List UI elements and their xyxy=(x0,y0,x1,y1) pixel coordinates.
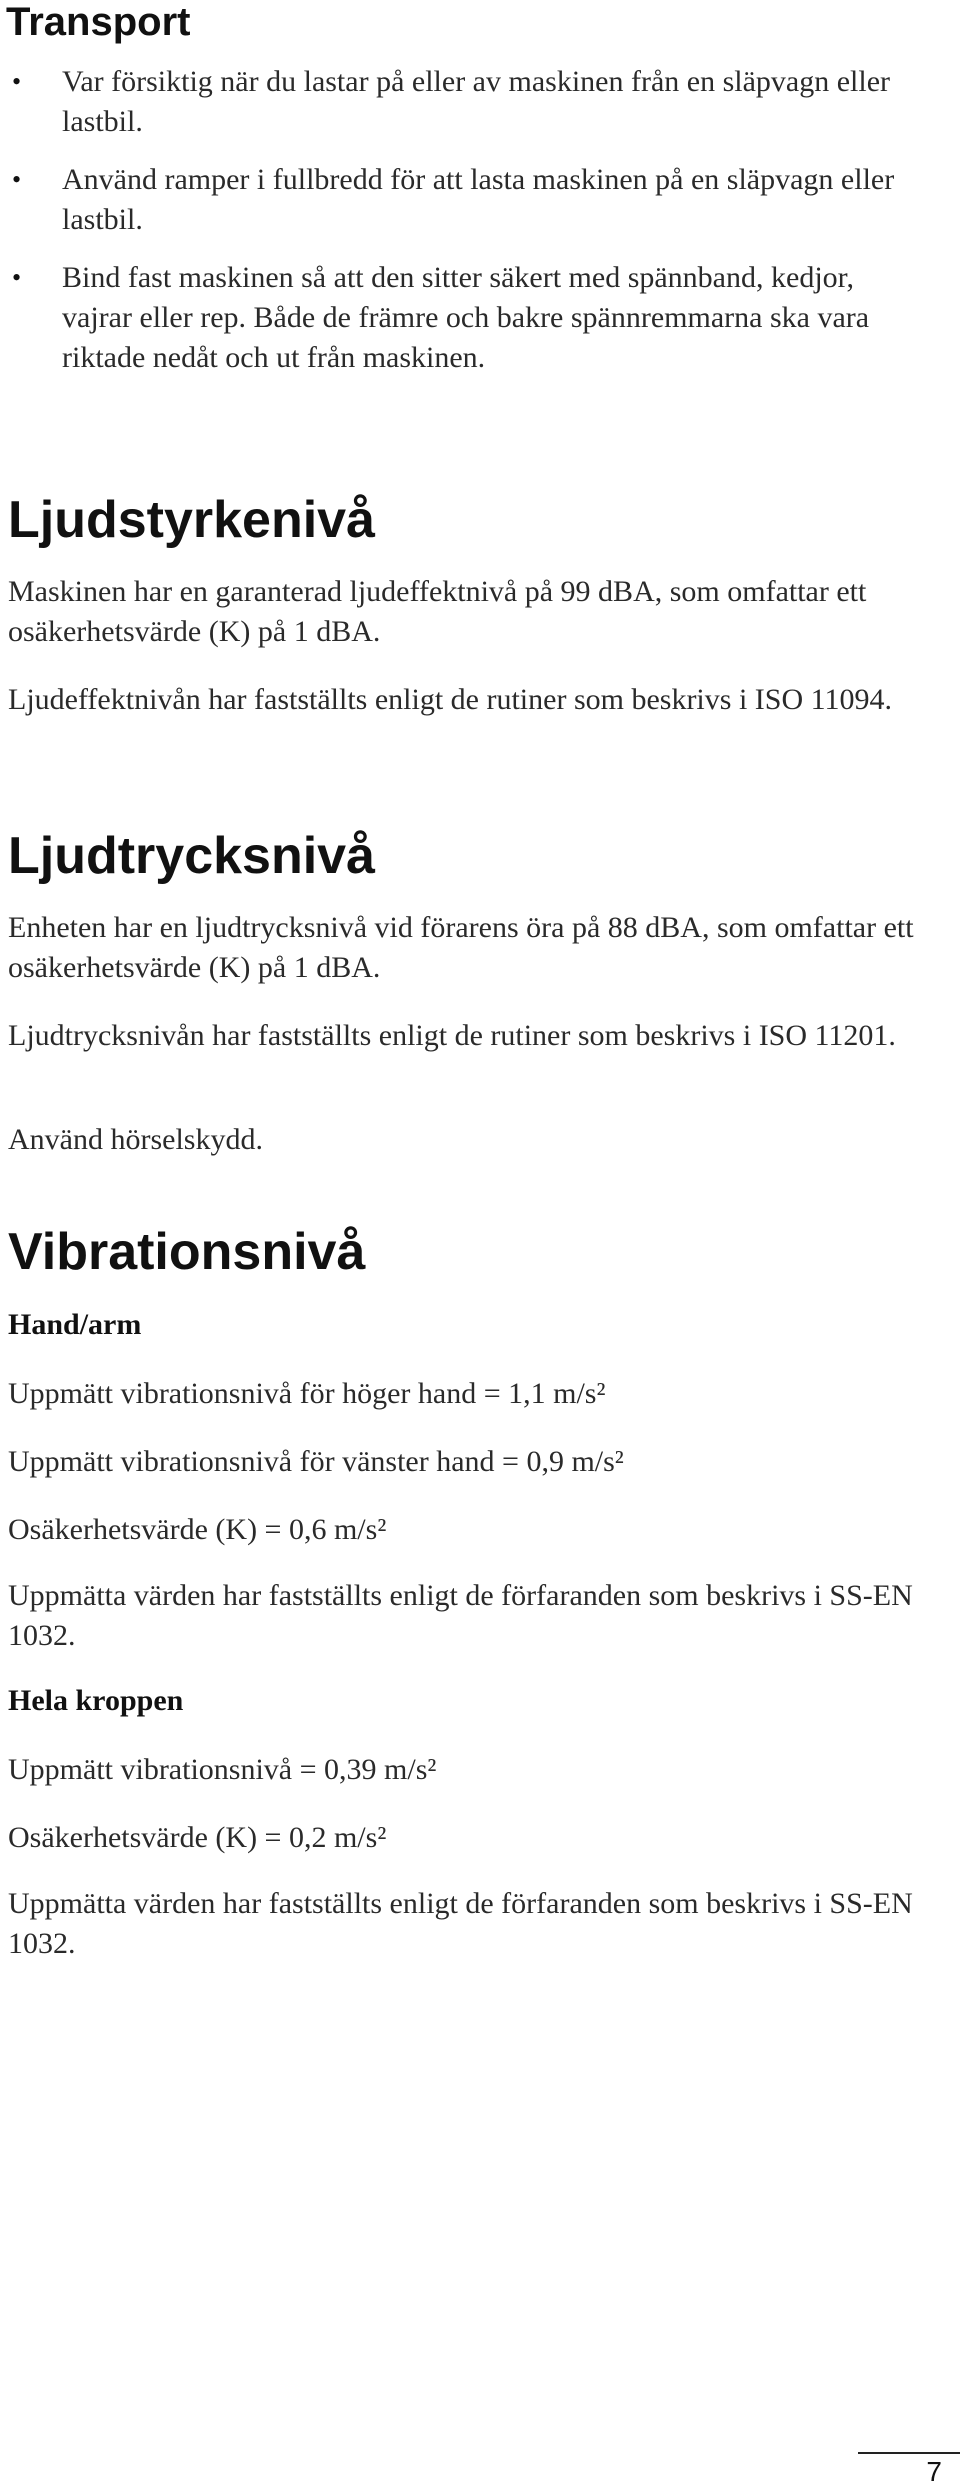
hand-arm-line: Uppmätt vibrationsnivå för höger hand = 1,1 m/s² xyxy=(8,1377,606,1410)
sound-power-heading: Ljudstyrkenivå xyxy=(8,491,376,549)
hand-arm-subheading: Hand/arm xyxy=(8,1308,142,1341)
hand-arm-line: Uppmätt vibrationsnivå för vänster hand = 0,9 m/s² xyxy=(8,1445,624,1478)
hand-arm-line: Osäkerhetsvärde (K) = 0,6 m/s² xyxy=(8,1513,387,1546)
vibration-heading: Vibrationsnivå xyxy=(8,1223,366,1281)
hand-arm-line: Uppmätta värden har fastställts enligt de förfaranden som beskrivs i SS-EN 1032. xyxy=(8,1579,913,1652)
transport-bullet-text: Var försiktig när du lastar på eller av maskinen från en släpvagn eller lastbil. xyxy=(62,65,891,138)
transport-bullet-text: Använd ramper i fullbredd för att lasta maskinen på en släpvagn eller lastbil. xyxy=(62,163,895,236)
transport-bullet-item xyxy=(0,160,930,240)
sound-pressure-heading: Ljudtrycksnivå xyxy=(8,827,376,885)
transport-heading: Transport xyxy=(6,0,191,44)
bullet-icon: • xyxy=(12,67,22,96)
sound-pressure-paragraph: Ljudtrycksnivån har fastställts enligt de rutiner som beskrivs i ISO 11201. xyxy=(8,1019,896,1052)
whole-body-subheading: Hela kroppen xyxy=(8,1684,184,1717)
footer-divider xyxy=(858,2452,960,2454)
whole-body-line: Osäkerhetsvärde (K) = 0,2 m/s² xyxy=(8,1821,387,1854)
transport-bullet-text: Bind fast maskinen så att den sitter säkert med spännband, kedjor, vajrar eller rep. Både de främre och bakre spännremmarna ska vara riktade nedåt och ut från maskinen. xyxy=(62,261,870,374)
sound-pressure-paragraph: Använd hörselskydd. xyxy=(8,1123,263,1156)
transport-bullet-item xyxy=(0,62,930,142)
bullet-icon: • xyxy=(12,263,22,292)
transport-bullet-item xyxy=(0,258,930,378)
transport-bullet-list xyxy=(0,62,930,396)
sound-power-paragraph: Maskinen har en garanterad ljudeffektnivå på 99 dBA, som omfattar ett osäkerhetsvärde (K) på 1 dBA. xyxy=(8,575,867,648)
whole-body-line: Uppmätta värden har fastställts enligt de förfaranden som beskrivs i SS-EN 1032. xyxy=(8,1887,913,1960)
page-number: 7 xyxy=(926,2456,942,2487)
sound-pressure-paragraph: Enheten har en ljudtrycksnivå vid förarens öra på 88 dBA, som omfattar ett osäkerhetsvärde (K) på 1 dBA. xyxy=(8,911,914,984)
bullet-icon: • xyxy=(12,165,22,194)
whole-body-line: Uppmätt vibrationsnivå = 0,39 m/s² xyxy=(8,1753,437,1786)
sound-power-paragraph: Ljudeffektnivån har fastställts enligt de rutiner som beskrivs i ISO 11094. xyxy=(8,683,893,716)
